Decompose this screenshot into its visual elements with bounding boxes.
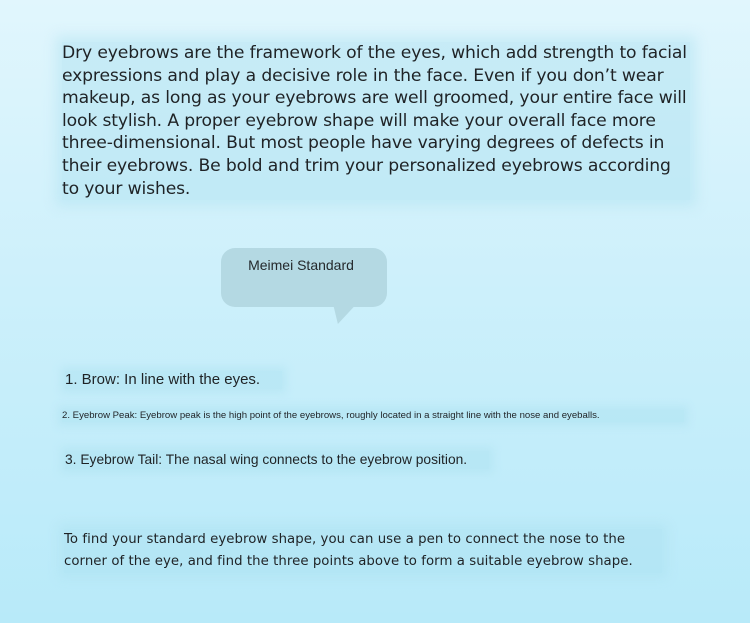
speech-bubble-tail bbox=[328, 300, 360, 324]
speech-bubble-label: Meimei Standard bbox=[248, 257, 354, 273]
list-item-brow: 1. Brow: In line with the eyes. bbox=[65, 371, 282, 389]
intro-paragraph: Dry eyebrows are the framework of the eyes, which add strength to facial expressions and play a decisive role in the face. Even if you don’t wear makeup, as long as your eyebrows are well groomed, your entire face will look stylish. A proper eyebrow shape will make your overall face more three-dimensional. But most people have varying degrees of defects in their eyebrows. Be bold and trim your personalized eyebrows according to your wishes. bbox=[62, 42, 690, 200]
outro-paragraph: To find your standard eyebrow shape, you can use a pen to connect the nose to the corner of the eye, and find the three points above to form a suitable eyebrow shape. bbox=[64, 529, 662, 573]
list-item-eyebrow-tail: 3. Eyebrow Tail: The nasal wing connects to the eyebrow position. bbox=[65, 451, 489, 469]
list-item-eyebrow-peak: 2. Eyebrow Peak: Eyebrow peak is the high point of the eyebrows, roughly located in a straight line with the nose and eyeballs. bbox=[62, 410, 684, 422]
